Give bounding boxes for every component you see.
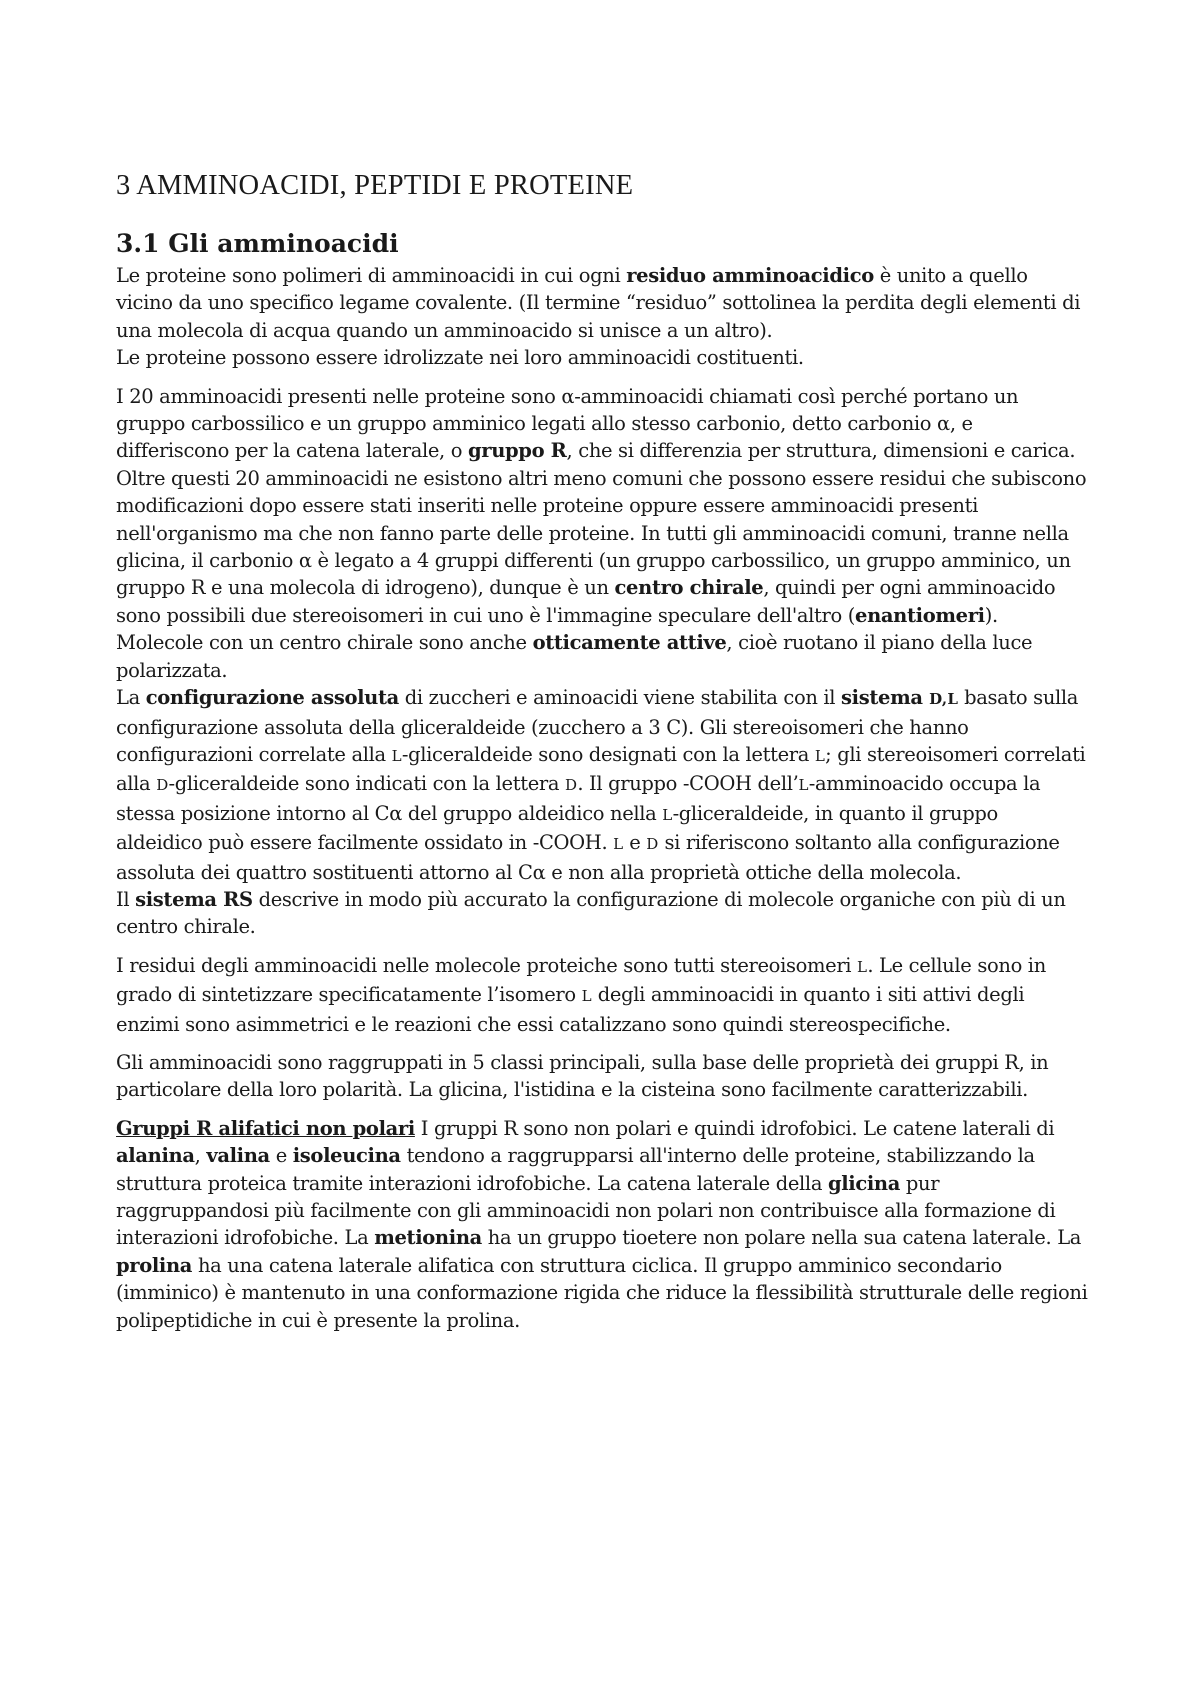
- bold-term: alanina: [116, 1144, 195, 1168]
- small-caps-letter: L: [798, 776, 809, 795]
- text-run: I residui degli amminoacidi nelle molecole proteiche sono tutti stereoisomeri: [116, 953, 858, 977]
- chapter-title: 3 AMMINOACIDI, PEPTIDI E PROTEINE: [116, 170, 634, 201]
- text-run: Gli amminoacidi sono raggruppati in 5 classi principali, sulla base delle proprietà dei gruppi R, in particolare della loro polarità. La glicina, l'istidina e la cisteina sono facilmente caratterizzabili.: [116, 1050, 1049, 1102]
- text-run: . Le cellule sono in grado di sintetizzare specificatamente l’isomero: [116, 953, 1046, 1007]
- paragraph-aliphatic-groups: [116, 1115, 1090, 1334]
- small-caps-letter: L: [662, 805, 673, 824]
- text-run: , quindi per ogni amminoacido sono possibili due stereoisomeri in cui uno è l'immagine speculare dell'altro (: [116, 576, 1056, 627]
- bold-term: configurazione assoluta: [145, 686, 399, 710]
- small-caps-letter: L: [814, 746, 826, 765]
- section-title: 3.1 Gli amminoacidi: [116, 229, 399, 258]
- paragraph-intro: [116, 262, 1090, 372]
- text-run: tendono a raggrupparsi all'interno delle proteine, stabilizzando la struttura proteica tramite interazioni idrofobiche. La catena laterale della: [116, 1144, 1035, 1195]
- text-run: , cioè ruotano il piano della luce polarizzata.: [116, 631, 1033, 682]
- paragraph-classes: [116, 1049, 1090, 1104]
- bold-term: valina: [206, 1144, 270, 1168]
- bold-term: sistema RS: [135, 887, 253, 911]
- bold-term: gruppo R: [467, 439, 567, 463]
- text-run: -gliceraldeide sono indicati con la lettera: [168, 772, 565, 796]
- text-run: e: [269, 1144, 293, 1168]
- text-run: , che si differenzia per struttura, dimensioni e carica. Oltre questi 20 amminoacidi ne esistono altri meno comuni che possono essere residui che subiscono modificazioni dopo essere stati inseriti nelle proteine oppure essere amminoacidi presenti nell'organismo ma che non fanno parte delle proteine. In tutti gli amminoacidi comuni, tranne nella glicina, il carbonio α è legato a 4 gruppi differenti (un gruppo carbossilico, un gruppo amminico, un gruppo R e una molecola di idrogeno), dunque è un: [116, 439, 1087, 600]
- text-run: ha una catena laterale alifatica con struttura ciclica. Il gruppo amminico secondario (imminico) è mantenuto in una conformazione rigida che riduce la flessibilità strutturale delle regioni polipeptidiche in cui è presente la prolina.: [116, 1253, 1088, 1332]
- paragraph-alpha-amino-acids: [116, 383, 1090, 941]
- bold-term: glicina: [827, 1171, 901, 1195]
- small-caps-letter: L: [613, 835, 624, 854]
- bold-term: residuo amminoacidico: [626, 264, 874, 287]
- text-run: -gliceraldeide, in quanto il gruppo aldeidico può essere facilmente ossidato in -COOH.: [116, 801, 998, 855]
- bold-term: metionina: [374, 1226, 482, 1250]
- text-run: ha un gruppo tioetere non polare nella sua catena laterale. La: [481, 1226, 1082, 1250]
- text-run: La: [116, 686, 146, 710]
- text-run: -gliceraldeide sono designati con la lettera: [401, 742, 815, 766]
- small-caps-letter: L: [391, 746, 402, 765]
- text-run: Le proteine possono essere idrolizzate nei loro amminoacidi costituenti.: [116, 346, 804, 370]
- text-run: I 20 amminoacidi presenti nelle proteine sono α-amminoacidi chiamati così perché portano un gruppo carbossilico e un gruppo amminico legati allo stesso carbonio, detto carbonio α, e differiscono per la catena laterale, o: [116, 384, 1019, 463]
- text-run: ,: [194, 1144, 207, 1168]
- bold-term: enantiomeri: [855, 603, 985, 627]
- bold-term: prolina: [116, 1253, 193, 1277]
- small-caps-letter: D: [156, 776, 169, 795]
- text-run: è unito a quello vicino da uno specifico legame covalente. (Il termine “residuo” sottolinea la perdita degli elementi di una molecola di acqua quando un amminoacido si unisce a un altro).: [116, 264, 1081, 342]
- small-caps-letter: D: [646, 835, 659, 854]
- bold-term: Gruppi R alifatici non polari: [116, 1116, 415, 1140]
- paragraph-l-stereoisomers: [116, 952, 1090, 1038]
- text-run: basato sulla configurazione assoluta della gliceraldeide (zucchero a 3 C). Gli stereoisomeri che hanno configurazioni correlate alla: [116, 686, 1079, 766]
- bold-term: isoleucina: [292, 1144, 401, 1168]
- text-run: si riferiscono soltanto alla configurazione assoluta dei quattro sostituenti attorno al Cα e non alla proprietà ottiche della molecola.: [116, 831, 1060, 884]
- small-caps-letter: L: [857, 957, 868, 976]
- bold-term: otticamente attive: [532, 631, 727, 655]
- bold-term: D,L: [929, 690, 959, 709]
- text-run: I gruppi R sono non polari e quindi idrofobici. Le catene laterali di: [414, 1116, 1055, 1140]
- small-caps-letter: L: [581, 987, 592, 1006]
- text-run: ). Molecole con un centro chirale sono anche: [116, 603, 998, 655]
- text-run: di zuccheri e aminoacidi viene stabilita con il: [398, 686, 842, 710]
- bold-term: sistema: [841, 686, 930, 710]
- text-run: Le proteine sono polimeri di amminoacidi in cui ogni: [116, 264, 627, 287]
- text-run: degli amminoacidi in quanto i siti attivi degli enzimi sono asimmetrici e le reazioni che essi catalizzano sono quindi stereospecifiche.: [116, 983, 1025, 1036]
- text-run: -amminoacido occupa la stessa posizione intorno al Cα del gruppo aldeidico nella: [116, 772, 1041, 825]
- small-caps-letter: D: [564, 776, 578, 795]
- text-run: ; gli stereoisomeri correlati alla: [116, 742, 1086, 796]
- text-run: . Il gruppo -COOH dell’: [577, 772, 799, 796]
- bold-term: centro chirale: [614, 576, 764, 600]
- text-run: pur raggruppandosi più facilmente con gli amminoacidi non polari non contribuisce alla formazione di interazioni idrofobiche. La: [116, 1171, 1056, 1250]
- text-run: descrive in modo più accurato la configurazione di molecole organiche con più di un centro chirale.: [116, 887, 1066, 939]
- text-run: Il: [116, 887, 136, 911]
- text-run: e: [623, 831, 647, 855]
